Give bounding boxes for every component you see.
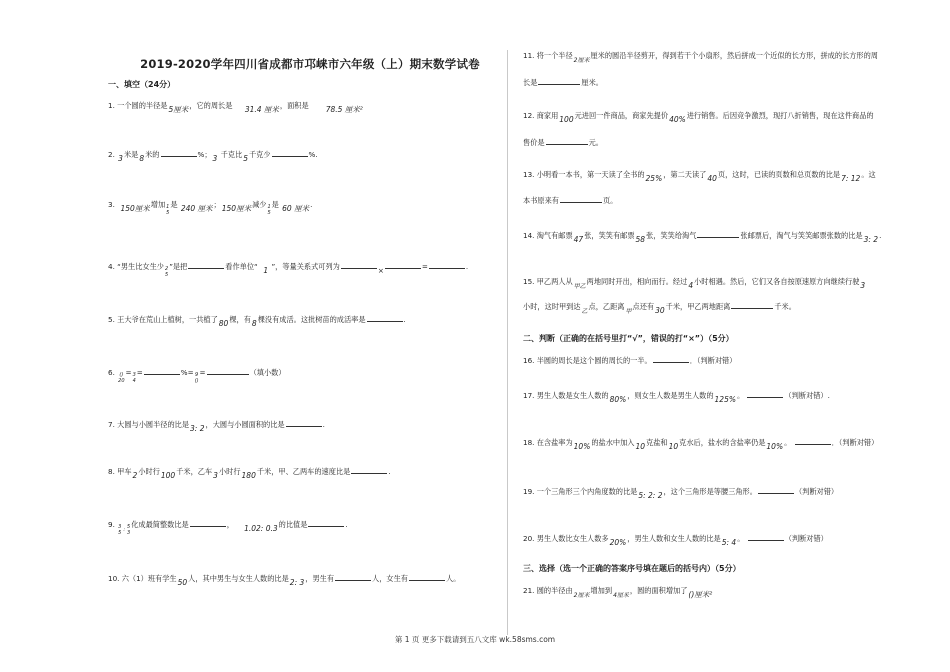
column-divider bbox=[507, 50, 508, 635]
answer-blank[interactable] bbox=[207, 366, 249, 375]
answer-blank[interactable] bbox=[538, 76, 580, 85]
section-multiple-choice: 三、选择（选一个正确的答案序号填在题后的括号内）（5分） bbox=[523, 564, 741, 573]
answer-blank[interactable] bbox=[429, 260, 465, 269]
question-12-line-2: 售价是 元。 bbox=[523, 138, 603, 147]
answer-blank[interactable] bbox=[546, 136, 588, 145]
answer-blank[interactable] bbox=[335, 572, 371, 581]
question-5: 5. 王大爷在荒山上植树，一共植了80棵，有8棵没有成活。这批树苗的成活率是 . bbox=[108, 315, 406, 328]
question-18: 18. 在含盐率为10%的盐水中加入10克盐和10克水后，盐水的含盐率仍是10%。 ．（判断对错） bbox=[523, 438, 879, 451]
question-9: 9. 3 5 : 5 3 化成最简整数比是 ， 1.02: 0.3的比值是 . bbox=[108, 520, 348, 536]
answer-blank[interactable] bbox=[351, 465, 387, 474]
question-4: 4. “男生比女生少 2 5 ”是把 看作单位“ 1 ”，等量关系式可列为 × = . bbox=[108, 262, 469, 278]
question-16: 16. 半圆的周长是这个圆的周长的一半。 ．（判断对错） bbox=[523, 356, 737, 365]
answer-blank[interactable] bbox=[560, 194, 602, 203]
question-3: 3. 150厘米增加 1 5 是 240 厘米；150厘米减少 1 5 是 60 厘米. bbox=[108, 200, 313, 216]
question-15: 15. 甲乙两人从$_{甲乙}$两地同时开出，相向而行。经过4小时相遇。然后，它们又各自按原速原方向继续行驶3 bbox=[523, 277, 866, 290]
question-13-line-2: 本书原来有 页。 bbox=[523, 196, 618, 205]
section-fill-blank: 一、填空（24分） bbox=[108, 80, 176, 89]
answer-blank[interactable] bbox=[748, 532, 784, 541]
answer-blank[interactable] bbox=[747, 389, 783, 398]
page-footer: 第 1 页 更多下载请到五八文库 wk.58sms.com bbox=[394, 635, 556, 644]
question-15-line-2: 小时，这时甲到达$_乙$点，乙距离$_甲$点还有30千米，甲乙两地距离 千米。 bbox=[523, 302, 796, 315]
answer-blank[interactable] bbox=[286, 418, 322, 427]
answer-blank[interactable] bbox=[161, 148, 197, 157]
question-10: 10. 六（1）班有学生50人，其中男生与女生人数的比是2: 3，男生有 人，女生有 人。 bbox=[108, 574, 461, 587]
question-19: 19. 一个三角形三个内角度数的比是5: 2: 2，这个三角形是等腰三角形。 （判断对错） bbox=[523, 487, 839, 500]
question-20: 20. 男生人数比女生人数多20%，男生人数和女生人数的比是5: 4。 （判断对错） bbox=[523, 534, 828, 547]
question-2: 2. 3米是8米的 %；3 千克比5千克少 %. bbox=[108, 150, 318, 163]
question-17: 17. 男生人数是女生人数的80%，则女生人数是男生人数的125%。 （判断对错）. bbox=[523, 391, 830, 404]
question-1: 1. 一个圆的半径是5厘米，它的周长是 31.4 厘米，面积是 78.5 厘米² bbox=[108, 101, 363, 114]
answer-blank[interactable] bbox=[190, 518, 226, 527]
answer-blank[interactable] bbox=[731, 300, 773, 309]
answer-blank[interactable] bbox=[144, 366, 180, 375]
answer-blank[interactable] bbox=[409, 572, 445, 581]
question-13: 13. 小明看一本书，第一天读了全书的25%，第二天读了40页，这时，已读的页数和总页数的比是7: 12。这 bbox=[523, 170, 876, 183]
answer-blank[interactable] bbox=[188, 260, 224, 269]
answer-blank[interactable] bbox=[758, 485, 794, 494]
answer-blank[interactable] bbox=[385, 260, 421, 269]
answer-blank[interactable] bbox=[697, 229, 739, 238]
section-true-false: 二、判断（正确的在括号里打“√”，错误的打“×”）（5分） bbox=[523, 334, 734, 343]
answer-blank[interactable] bbox=[795, 436, 831, 445]
question-11-line-2: 长是 厘米。 bbox=[523, 78, 603, 87]
question-6: 6. () 20 = 3 4 = %= 9 () = （填小数） bbox=[108, 368, 286, 384]
answer-blank[interactable] bbox=[272, 148, 308, 157]
question-8: 8. 甲车2小时行100千米，乙车3小时行180千米，甲、乙两车的速度比是 . bbox=[108, 467, 391, 480]
answer-blank[interactable] bbox=[308, 518, 344, 527]
answer-blank[interactable] bbox=[653, 354, 689, 363]
answer-blank[interactable] bbox=[367, 313, 403, 322]
question-7: 7. 大圆与小圆半径的比是3: 2，大圆与小圆面积的比是 . bbox=[108, 420, 325, 433]
question-14: 14. 淘气有邮票47张，笑笑有邮票58张，笑笑给淘气 张邮票后，淘气与笑笑邮票张数的比是3: 2. bbox=[523, 231, 882, 244]
question-11: 11. 将一个半径$_{2厘米}$厘米的圆沿半径剪开，得到若干个小扇形，然后拼成一个近似的长方形，拼成的长方形的周 bbox=[523, 51, 878, 64]
page-title: 2019-2020学年四川省成都市邛崃市六年级（上）期末数学试卷 bbox=[140, 57, 480, 71]
answer-blank[interactable] bbox=[341, 260, 377, 269]
question-21: 21. 圆的半径由$_{2厘米}$增加到$_{4厘米}$，圆的面积增加了()厘米² bbox=[523, 586, 713, 599]
question-12: 12. 商家用100元进回一件商品，商家先提价40%进行销售。后因竞争激烈，现打八折销售，现在这件商品的 bbox=[523, 111, 874, 124]
